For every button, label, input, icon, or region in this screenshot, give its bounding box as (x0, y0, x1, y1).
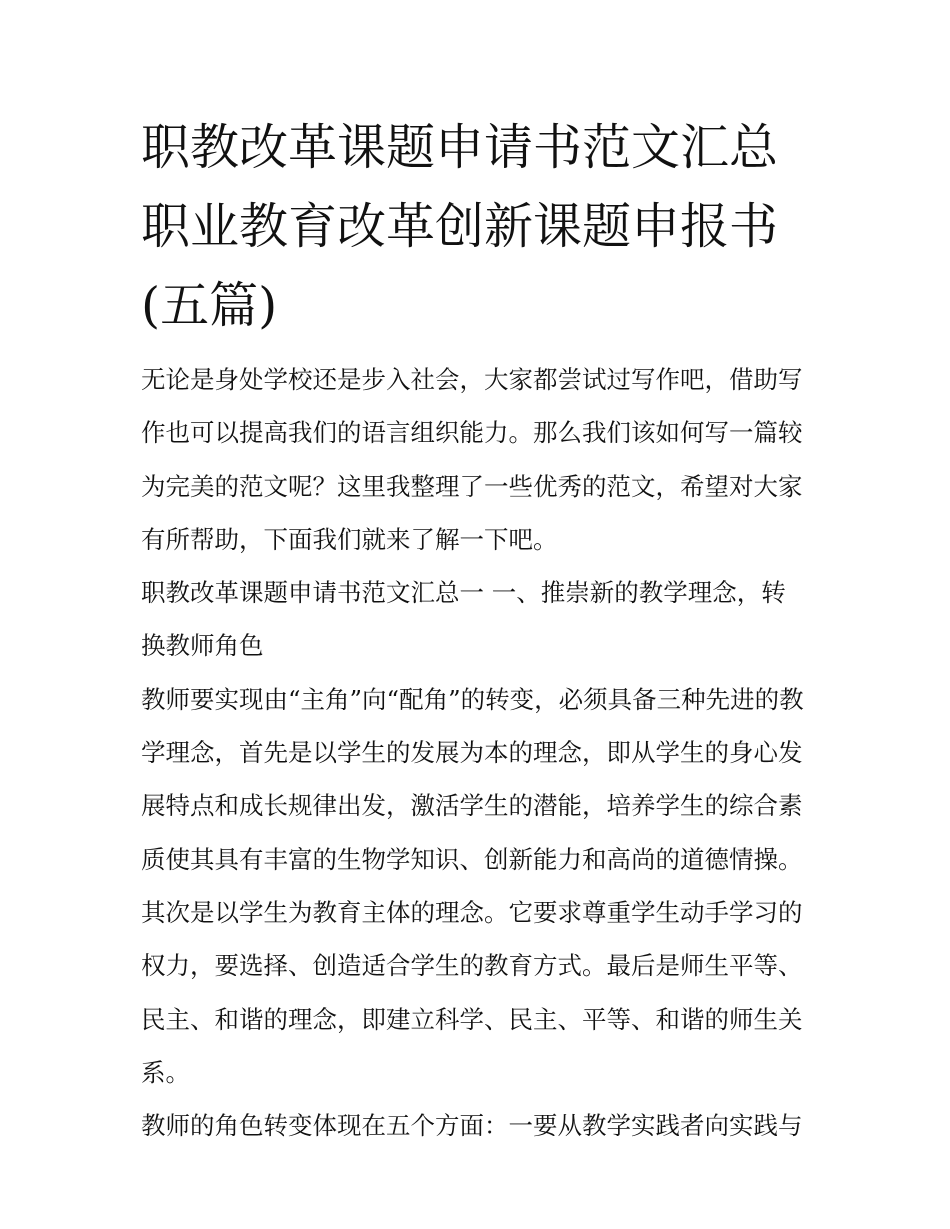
paragraph-role-change (141, 1099, 821, 1152)
title-line: 职业教育改革创新课题申报书 (141, 198, 779, 255)
text-line: 有所帮助，下面我们就来了解一下吧。 (141, 524, 558, 554)
text-line: 换教师角色 (141, 631, 264, 661)
title-line: 职教改革课题申请书范文汇总 (141, 119, 779, 176)
text-line: 作也可以提高我们的语言组织能力。那么我们该如何写一篇较 (141, 418, 803, 448)
paragraph-section-heading (141, 566, 821, 673)
text-line: 学理念，首先是以学生的发展为本的理念，即从学生的身心发 (141, 738, 803, 768)
title-line: (五篇) (141, 277, 278, 334)
text-line: 为完美的范文呢？这里我整理了一些优秀的范文，希望对大家 (141, 471, 803, 501)
text-line: 系。 (141, 1057, 190, 1087)
text-line: 其次是以学生为教育主体的理念。它要求尊重学生动手学习的 (141, 897, 803, 927)
document-body (141, 353, 821, 1152)
paragraph-intro (141, 353, 821, 566)
text-line: 教师要实现由“主角”向“配角”的转变，必须具备三种先进的教 (141, 684, 804, 714)
document-title (141, 108, 821, 345)
text-line: 教师的角色转变体现在五个方面：一要从教学实践者向实践与 (141, 1111, 803, 1141)
text-line: 民主、和谐的理念，即建立科学、民主、平等、和谐的师生关 (141, 1004, 803, 1034)
text-line: 展特点和成长规律出发，激活学生的潜能，培养学生的综合素 (141, 791, 803, 821)
text-line: 无论是身处学校还是步入社会，大家都尝试过写作吧，借助写 (141, 365, 803, 394)
text-line: 权力，要选择、创造适合学生的教育方式。最后是师生平等、 (141, 951, 803, 981)
paragraph-teaching-concepts (141, 673, 821, 1099)
text-line: 职教改革课题申请书范文汇总一 一、推崇新的教学理念，转 (141, 578, 786, 608)
text-line: 质使其具有丰富的生物学知识、创新能力和高尚的道德情操。 (141, 844, 803, 874)
